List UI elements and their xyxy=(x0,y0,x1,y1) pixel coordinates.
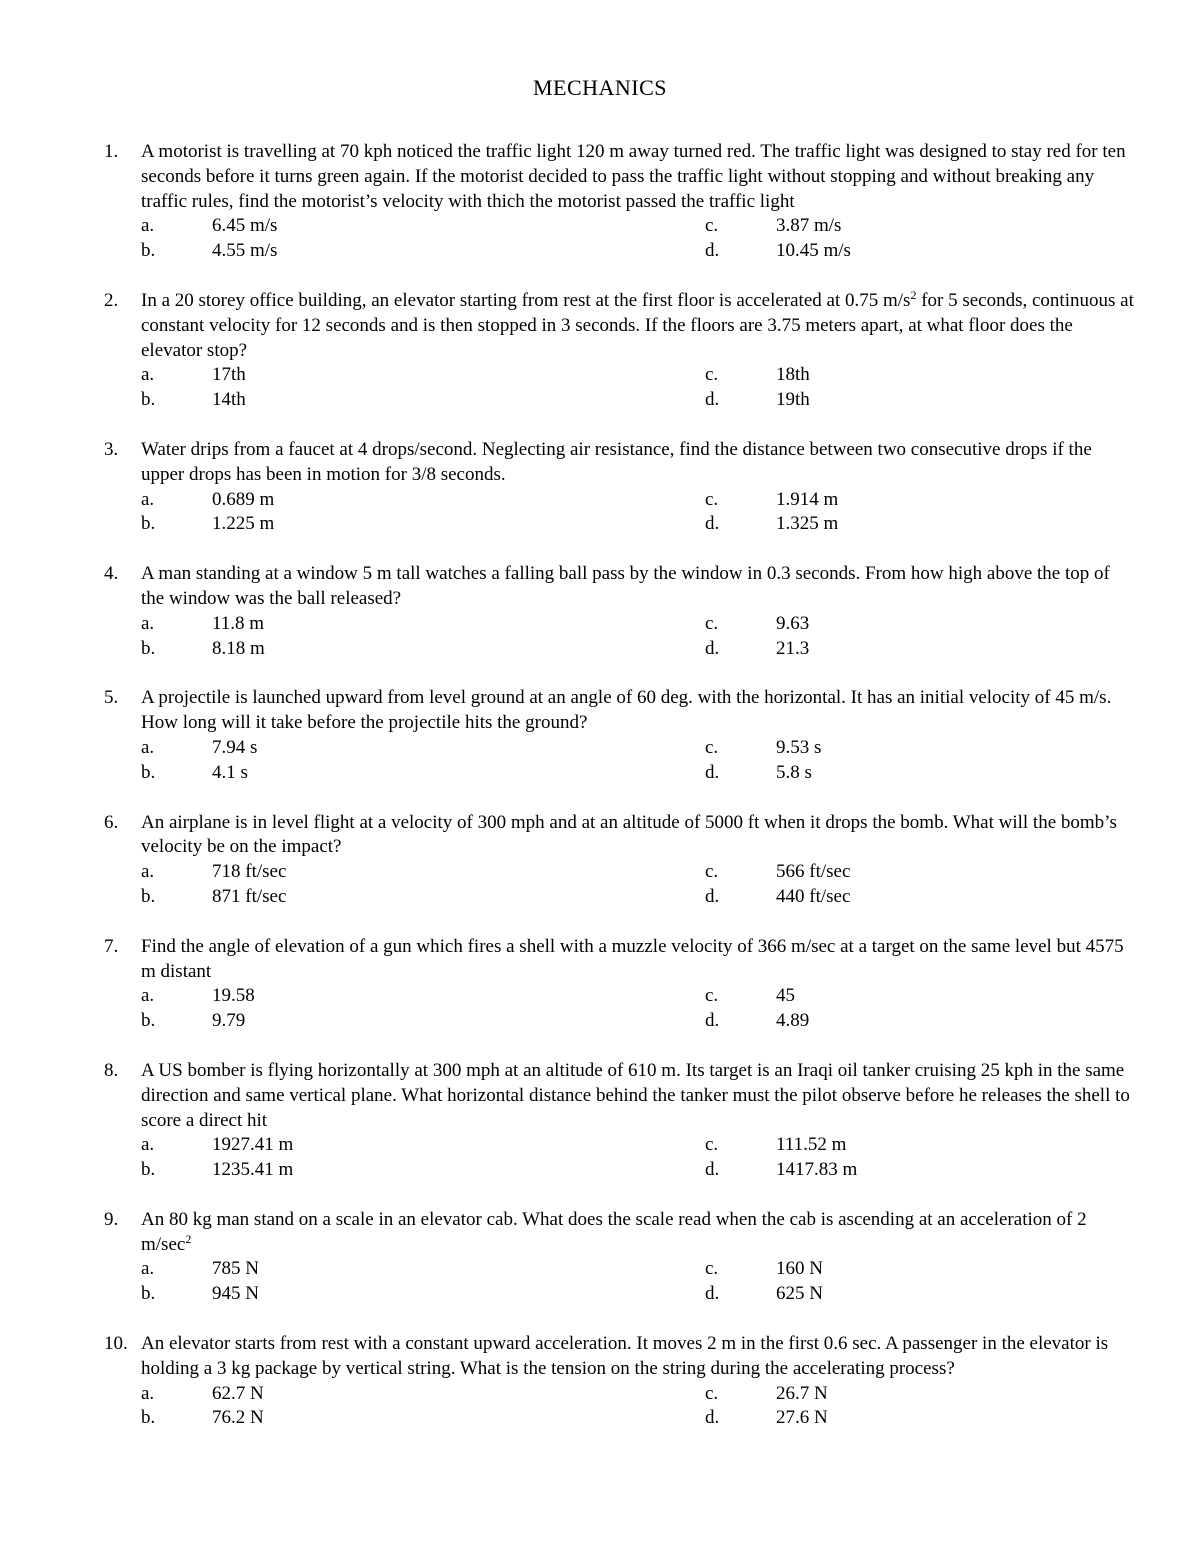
answer-options xyxy=(0,1133,1200,1183)
option-letter: a. xyxy=(141,488,155,510)
option-letter: b. xyxy=(141,389,156,411)
option-value: 111.52 m xyxy=(776,1134,847,1156)
question-text: A motorist is travelling at 70 kph noticed the traffic light 120 m away turned red. The traffic light was designed to stay red for ten seconds before it turns green again. If the motorist decided to pass the traffic light without stopping and without breaking any traffic rules, find the motorist’s velocity with thich the motorist passed the traffic light xyxy=(141,141,1126,212)
question-text-part: for 5 seconds, continuous at constant velocity for 12 seconds and is then stopped in 3 seconds. If the floors are 3.75 meters apart, at what floor does the elevator stop? xyxy=(141,289,1134,361)
option-letter: a. xyxy=(141,612,155,634)
option-value: 62.7 N xyxy=(212,1382,264,1404)
answer-options xyxy=(0,736,1200,786)
option-letter: c. xyxy=(705,736,719,758)
option-value: 945 N xyxy=(212,1283,259,1305)
option-value: 440 ft/sec xyxy=(776,885,851,907)
option-value: 1235.41 m xyxy=(212,1159,294,1181)
option-value: 9.63 xyxy=(776,612,810,634)
option-letter: d. xyxy=(705,1159,720,1181)
option-value: 11.8 m xyxy=(212,612,265,634)
option-letter: c. xyxy=(705,215,719,237)
question-text-part: An 80 kg man stand on a scale in an elevator cab. What does the scale read when the cab is ascending at an acceleration of 2 m/sec xyxy=(141,1208,1087,1255)
question-item xyxy=(0,1332,1200,1431)
question-item xyxy=(0,438,1200,537)
answer-options xyxy=(0,612,1200,662)
option-value: 19.58 xyxy=(212,985,255,1007)
question-item xyxy=(0,1059,1200,1183)
option-value: 1417.83 m xyxy=(776,1159,858,1181)
option-value: 7.94 s xyxy=(212,736,258,758)
question-number: 3. xyxy=(104,438,119,460)
answer-options xyxy=(0,214,1200,264)
option-value: 4.89 xyxy=(776,1010,810,1032)
answer-options xyxy=(0,363,1200,413)
option-value: 10.45 m/s xyxy=(776,240,851,262)
option-value: 0.689 m xyxy=(212,488,275,510)
question-text-part: In a 20 storey office building, an elevator starting from rest at the first floor is accelerated at 0.75 m/s xyxy=(141,289,911,311)
option-value: 19th xyxy=(776,389,810,411)
option-value: 27.6 N xyxy=(776,1407,828,1429)
option-letter: d. xyxy=(705,1010,720,1032)
question-list xyxy=(0,140,1200,1456)
question-number: 8. xyxy=(104,1059,119,1081)
option-value: 3.87 m/s xyxy=(776,215,842,237)
question-text xyxy=(141,1208,1135,1258)
option-letter: b. xyxy=(141,1407,156,1429)
option-letter: b. xyxy=(141,637,156,659)
option-letter: b. xyxy=(141,1010,156,1032)
question-text: An elevator starts from rest with a constant upward acceleration. It moves 2 m in the first 0.6 sec. A passenger in the elevator is holding a 3 kg package by vertical string. What is the tension on the string during the accelerating process? xyxy=(141,1333,1109,1379)
option-value: 14th xyxy=(212,389,246,411)
option-value: 18th xyxy=(776,364,810,386)
option-value: 4.55 m/s xyxy=(212,240,278,262)
question-item xyxy=(0,686,1200,785)
option-value: 9.79 xyxy=(212,1010,246,1032)
option-value: 45 xyxy=(776,985,795,1007)
question-number: 10. xyxy=(104,1333,128,1355)
superscript-exponent: 2 xyxy=(185,1231,192,1246)
option-letter: b. xyxy=(141,885,156,907)
option-letter: a. xyxy=(141,215,155,237)
superscript-exponent: 2 xyxy=(910,287,917,302)
option-letter: c. xyxy=(705,488,719,510)
question-number: 4. xyxy=(104,563,119,585)
question-item xyxy=(0,811,1200,910)
option-letter: c. xyxy=(705,1382,719,1404)
option-value: 785 N xyxy=(212,1258,259,1280)
option-letter: c. xyxy=(705,1258,719,1280)
option-letter: b. xyxy=(141,1283,156,1305)
option-value: 566 ft/sec xyxy=(776,861,851,883)
option-letter: b. xyxy=(141,240,156,262)
option-value: 718 ft/sec xyxy=(212,861,287,883)
option-value: 1927.41 m xyxy=(212,1134,294,1156)
answer-options xyxy=(0,1382,1200,1432)
option-letter: b. xyxy=(141,761,156,783)
option-value: 17th xyxy=(212,364,246,386)
question-item xyxy=(0,1208,1200,1307)
question-number: 6. xyxy=(104,811,119,833)
page-title: MECHANICS xyxy=(532,75,668,100)
option-value: 6.45 m/s xyxy=(212,215,278,237)
question-text: A projectile is launched upward from level ground at an angle of 60 deg. with the horizontal. It has an initial velocity of 45 m/s. How long will it take before the projectile hits the ground? xyxy=(141,687,1112,734)
option-value: 4.1 s xyxy=(212,761,248,783)
option-letter: d. xyxy=(705,761,720,783)
option-letter: d. xyxy=(705,885,720,907)
question-item xyxy=(0,140,1200,264)
option-letter: c. xyxy=(705,1134,719,1156)
option-letter: a. xyxy=(141,364,155,386)
option-letter: d. xyxy=(705,513,720,535)
question-text xyxy=(141,289,1135,363)
question-number: 1. xyxy=(104,141,119,162)
option-letter: b. xyxy=(141,513,156,535)
answer-options xyxy=(0,984,1200,1034)
answer-options xyxy=(0,1257,1200,1307)
option-value: 1.225 m xyxy=(212,513,275,535)
question-item xyxy=(0,935,1200,1034)
option-letter: c. xyxy=(705,612,719,634)
option-value: 1.914 m xyxy=(776,488,839,510)
option-letter: a. xyxy=(141,985,155,1007)
question-text: Water drips from a faucet at 4 drops/second. Neglecting air resistance, find the distance between two consecutive drops if the upper drops has been in motion for 3/8 seconds. xyxy=(141,438,1092,485)
option-letter: a. xyxy=(141,736,155,758)
option-value: 5.8 s xyxy=(776,761,812,783)
option-letter: a. xyxy=(141,1382,155,1404)
option-letter: d. xyxy=(705,1283,720,1305)
answer-options xyxy=(0,860,1200,910)
option-value: 76.2 N xyxy=(212,1407,264,1429)
option-letter: c. xyxy=(705,364,719,386)
option-value: 871 ft/sec xyxy=(212,885,287,907)
question-item xyxy=(0,289,1200,413)
option-value: 625 N xyxy=(776,1283,823,1305)
question-text: An airplane is in level flight at a velocity of 300 mph and at an altitude of 5000 ft when it drops the bomb. What will the bomb’s velocity be on the impact? xyxy=(141,811,1117,858)
option-letter: d. xyxy=(705,389,720,411)
question-item xyxy=(0,562,1200,661)
option-value: 8.18 m xyxy=(212,637,265,659)
option-value: 21.3 xyxy=(776,637,810,659)
option-value: 26.7 N xyxy=(776,1382,828,1404)
question-number: 7. xyxy=(104,935,119,957)
option-letter: a. xyxy=(141,861,155,883)
option-value: 1.325 m xyxy=(776,513,839,535)
option-letter: d. xyxy=(705,637,720,659)
option-letter: c. xyxy=(705,985,719,1007)
question-text: A man standing at a window 5 m tall watches a falling ball pass by the window in 0.3 seconds. From how high above the top of the window was the ball released? xyxy=(141,563,1110,609)
question-number: 9. xyxy=(104,1208,119,1230)
question-number: 2. xyxy=(104,289,119,311)
option-value: 9.53 s xyxy=(776,736,822,758)
option-letter: b. xyxy=(141,1159,156,1181)
question-text: A US bomber is flying horizontally at 300 mph at an altitude of 610 m. Its target is an Iraqi oil tanker cruising 25 kph in the same direction and same vertical plane. What horizontal distance behind the tanker must the pilot observe before he releases the shell to score a direct hit xyxy=(141,1059,1130,1131)
option-letter: d. xyxy=(705,240,720,262)
answer-options xyxy=(0,488,1200,538)
option-value: 160 N xyxy=(776,1258,823,1280)
question-number: 5. xyxy=(104,687,119,709)
option-letter: c. xyxy=(705,861,719,883)
option-letter: a. xyxy=(141,1134,155,1156)
question-text: Find the angle of elevation of a gun which fires a shell with a muzzle velocity of 366 m/sec at a target on the same level but 4575 m distant xyxy=(141,935,1124,982)
option-letter: a. xyxy=(141,1258,155,1280)
option-letter: d. xyxy=(705,1407,720,1429)
